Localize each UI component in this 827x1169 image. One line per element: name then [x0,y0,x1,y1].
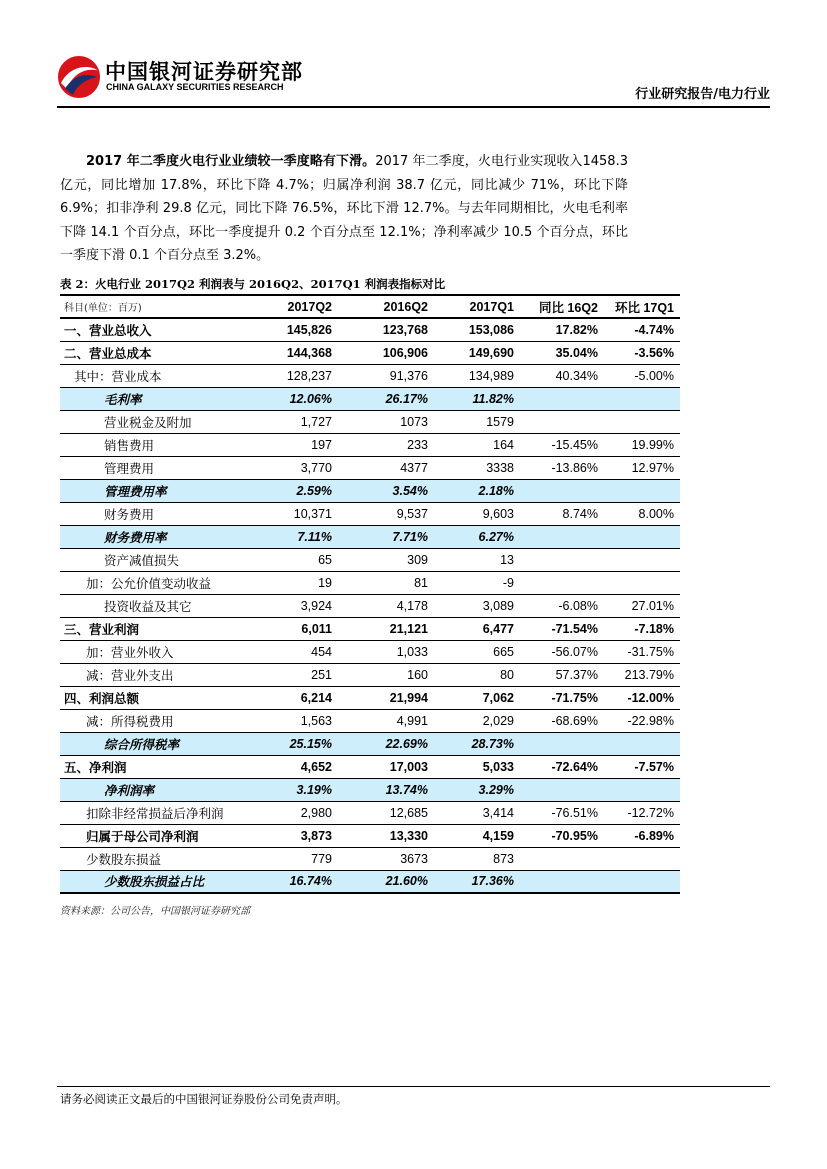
value-2017q2: 7.11% [252,525,338,548]
row-label: 扣除非经常损益后净利润 [60,801,252,824]
header-cell-item: 科目(单位：百万) [60,295,252,318]
change-qoq: -22.98% [604,709,680,732]
change-qoq: -7.18% [604,617,680,640]
value-2017q2: 1,727 [252,410,338,433]
table-title: 表 2：火电行业 2017Q2 利润表与 2016Q2、2017Q1 利润表指标对比 [60,277,446,291]
table-row [60,387,680,410]
row-label: 综合所得税率 [60,732,252,755]
value-2017q1: 28.73% [434,732,520,755]
change-yoy [520,870,604,893]
header-cell-2017q1: 2017Q1 [434,295,520,318]
value-2017q2: 779 [252,847,338,870]
value-2017q2: 6,214 [252,686,338,709]
value-2017q1: 3.29% [434,778,520,801]
value-2016q2: 1073 [338,410,434,433]
table-row [60,847,680,870]
change-qoq: -12.72% [604,801,680,824]
change-qoq: -5.00% [604,364,680,387]
change-yoy: 8.74% [520,502,604,525]
change-yoy: -70.95% [520,824,604,847]
value-2017q2: 454 [252,640,338,663]
value-2017q2: 3,924 [252,594,338,617]
value-2017q1: 6,477 [434,617,520,640]
table-row [60,548,680,571]
value-2016q2: 3673 [338,847,434,870]
value-2016q2: 160 [338,663,434,686]
value-2017q1: 17.36% [434,870,520,893]
table-row [60,640,680,663]
value-2016q2: 4,991 [338,709,434,732]
change-qoq: 19.99% [604,433,680,456]
value-2017q1: 3,089 [434,594,520,617]
value-2017q1: 3338 [434,456,520,479]
change-yoy: 35.04% [520,341,604,364]
row-label: 三、营业利润 [60,617,252,640]
change-yoy [520,571,604,594]
change-yoy: -72.64% [520,755,604,778]
change-yoy [520,387,604,410]
row-label: 毛利率 [60,387,252,410]
brand-name-cn: 中国银河证券研究部 [105,60,303,84]
value-2016q2: 13.74% [338,778,434,801]
table-row [60,433,680,456]
change-qoq: 213.79% [604,663,680,686]
change-qoq [604,732,680,755]
change-yoy: -15.45% [520,433,604,456]
value-2016q2: 4377 [338,456,434,479]
value-2017q1: 149,690 [434,341,520,364]
header-cell-yoy: 同比 16Q2 [520,295,604,318]
table-row [60,709,680,732]
row-label: 财务费用 [60,502,252,525]
change-qoq: 8.00% [604,502,680,525]
value-2017q1: 665 [434,640,520,663]
value-2016q2: 123,768 [338,318,434,341]
value-2016q2: 17,003 [338,755,434,778]
value-2016q2: 3.54% [338,479,434,502]
value-2017q2: 12.06% [252,387,338,410]
value-2017q2: 25.15% [252,732,338,755]
row-label: 净利润率 [60,778,252,801]
value-2016q2: 309 [338,548,434,571]
row-label: 二、营业总成本 [60,341,252,364]
change-yoy: 57.37% [520,663,604,686]
value-2017q1: 873 [434,847,520,870]
value-2016q2: 26.17% [338,387,434,410]
change-yoy [520,778,604,801]
table-row [60,525,680,548]
value-2016q2: 21,994 [338,686,434,709]
row-label: 财务费用率 [60,525,252,548]
change-yoy: 40.34% [520,364,604,387]
change-qoq [604,870,680,893]
table-row [60,341,680,364]
report-type: 行业研究报告/电力行业 [635,87,770,102]
row-label: 减：营业外支出 [60,663,252,686]
value-2017q1: 164 [434,433,520,456]
paragraph-lead: 2017 年二季度火电行业业绩较一季度略有下滑。 [86,154,376,169]
change-yoy: 17.82% [520,318,604,341]
value-2017q2: 197 [252,433,338,456]
change-qoq: 12.97% [604,456,680,479]
value-2017q1: 134,989 [434,364,520,387]
value-2016q2: 81 [338,571,434,594]
value-2016q2: 91,376 [338,364,434,387]
change-yoy [520,732,604,755]
change-yoy [520,479,604,502]
table-row [60,318,680,341]
change-qoq [604,778,680,801]
change-qoq [604,847,680,870]
value-2017q2: 3,873 [252,824,338,847]
value-2017q2: 65 [252,548,338,571]
row-label: 营业税金及附加 [60,410,252,433]
table-row [60,755,680,778]
row-label: 管理费用率 [60,479,252,502]
row-label: 加：公允价值变动收益 [60,571,252,594]
summary-paragraph [60,150,628,268]
change-yoy: -68.69% [520,709,604,732]
page-header [57,55,770,103]
row-label: 减：所得税费用 [60,709,252,732]
value-2016q2: 12,685 [338,801,434,824]
change-yoy [520,525,604,548]
value-2017q2: 1,563 [252,709,338,732]
change-yoy [520,847,604,870]
table-row [60,456,680,479]
table-source-note: 资料来源：公司公告，中国银河证券研究部 [60,906,250,917]
change-yoy: -6.08% [520,594,604,617]
footer-divider [57,1086,770,1087]
income-table [60,294,680,894]
table-row [60,571,680,594]
change-yoy: -56.07% [520,640,604,663]
value-2017q2: 251 [252,663,338,686]
row-label: 其中：营业成本 [60,364,252,387]
value-2017q1: 153,086 [434,318,520,341]
change-qoq: -12.00% [604,686,680,709]
value-2016q2: 4,178 [338,594,434,617]
table-row [60,502,680,525]
table-row [60,801,680,824]
header-cell-qoq: 环比 17Q1 [604,295,680,318]
change-qoq: -7.57% [604,755,680,778]
value-2016q2: 13,330 [338,824,434,847]
change-yoy: -71.75% [520,686,604,709]
table-row [60,870,680,893]
value-2017q1: 6.27% [434,525,520,548]
change-yoy [520,548,604,571]
value-2016q2: 7.71% [338,525,434,548]
header-divider [57,106,770,108]
row-label: 资产减值损失 [60,548,252,571]
row-label: 一、营业总收入 [60,318,252,341]
row-label: 归属于母公司净利润 [60,824,252,847]
change-qoq: 27.01% [604,594,680,617]
value-2017q1: -9 [434,571,520,594]
change-qoq [604,387,680,410]
change-qoq [604,571,680,594]
row-label: 少数股东损益 [60,847,252,870]
value-2017q1: 11.82% [434,387,520,410]
row-label: 投资收益及其它 [60,594,252,617]
value-2016q2: 233 [338,433,434,456]
value-2016q2: 22.69% [338,732,434,755]
change-yoy: -13.86% [520,456,604,479]
value-2017q2: 128,237 [252,364,338,387]
value-2017q2: 4,652 [252,755,338,778]
brand-name-en: CHINA GALAXY SECURITIES RESEARCH [106,82,284,92]
value-2016q2: 21.60% [338,870,434,893]
footer-disclaimer: 请务必阅读正文最后的中国银河证券股份公司免责声明。 [60,1092,348,1106]
table-row [60,732,680,755]
table-row [60,410,680,433]
header-cell-2017q2: 2017Q2 [252,295,338,318]
header-cell-2016q2: 2016Q2 [338,295,434,318]
value-2017q2: 6,011 [252,617,338,640]
table-row [60,617,680,640]
value-2016q2: 106,906 [338,341,434,364]
change-qoq: -31.75% [604,640,680,663]
change-qoq: -4.74% [604,318,680,341]
value-2017q2: 16.74% [252,870,338,893]
row-label: 加：营业外收入 [60,640,252,663]
value-2017q2: 10,371 [252,502,338,525]
change-qoq [604,479,680,502]
value-2017q1: 13 [434,548,520,571]
value-2017q2: 2,980 [252,801,338,824]
value-2016q2: 21,121 [338,617,434,640]
value-2017q1: 3,414 [434,801,520,824]
value-2016q2: 1,033 [338,640,434,663]
change-qoq: -3.56% [604,341,680,364]
table-row [60,824,680,847]
row-label: 销售费用 [60,433,252,456]
table-row [60,594,680,617]
value-2017q2: 145,826 [252,318,338,341]
value-2017q1: 1579 [434,410,520,433]
table-row [60,686,680,709]
value-2017q2: 2.59% [252,479,338,502]
value-2017q2: 19 [252,571,338,594]
row-label: 四、利润总额 [60,686,252,709]
table-row [60,778,680,801]
value-2017q2: 3.19% [252,778,338,801]
table-row [60,479,680,502]
value-2017q1: 2,029 [434,709,520,732]
change-qoq [604,548,680,571]
value-2017q1: 7,062 [434,686,520,709]
change-qoq [604,525,680,548]
change-qoq: -6.89% [604,824,680,847]
value-2017q2: 3,770 [252,456,338,479]
value-2017q1: 9,603 [434,502,520,525]
value-2017q1: 80 [434,663,520,686]
change-qoq [604,410,680,433]
galaxy-logo-icon [57,55,101,99]
table-row [60,663,680,686]
row-label: 管理费用 [60,456,252,479]
row-label: 少数股东损益占比 [60,870,252,893]
value-2017q1: 4,159 [434,824,520,847]
paragraph-body: 2017 年二季度，火电行业实现收入1458.3 亿元，同比增加 17.8%，环比下降 4.7%；归属净利润 38.7 亿元，同比减少 71%，环比下降 6.9%；扣非净利 29.8 亿元，同比下降 76.5%，环比下滑 12.7%。与去年同期相比，火电毛利率下降 14.1 个百分点，环比一季度提升 0.2 个百分点至 12.1%；净利率减少 10.5 个百分点，环比一季度下滑 0.1 个百分点至 3.2%。 [60,154,628,263]
table-row [60,364,680,387]
row-label: 五、净利润 [60,755,252,778]
table-header-row [60,295,680,318]
value-2017q1: 5,033 [434,755,520,778]
change-yoy [520,410,604,433]
value-2017q2: 144,368 [252,341,338,364]
change-yoy: -71.54% [520,617,604,640]
value-2016q2: 9,537 [338,502,434,525]
change-yoy: -76.51% [520,801,604,824]
value-2017q1: 2.18% [434,479,520,502]
